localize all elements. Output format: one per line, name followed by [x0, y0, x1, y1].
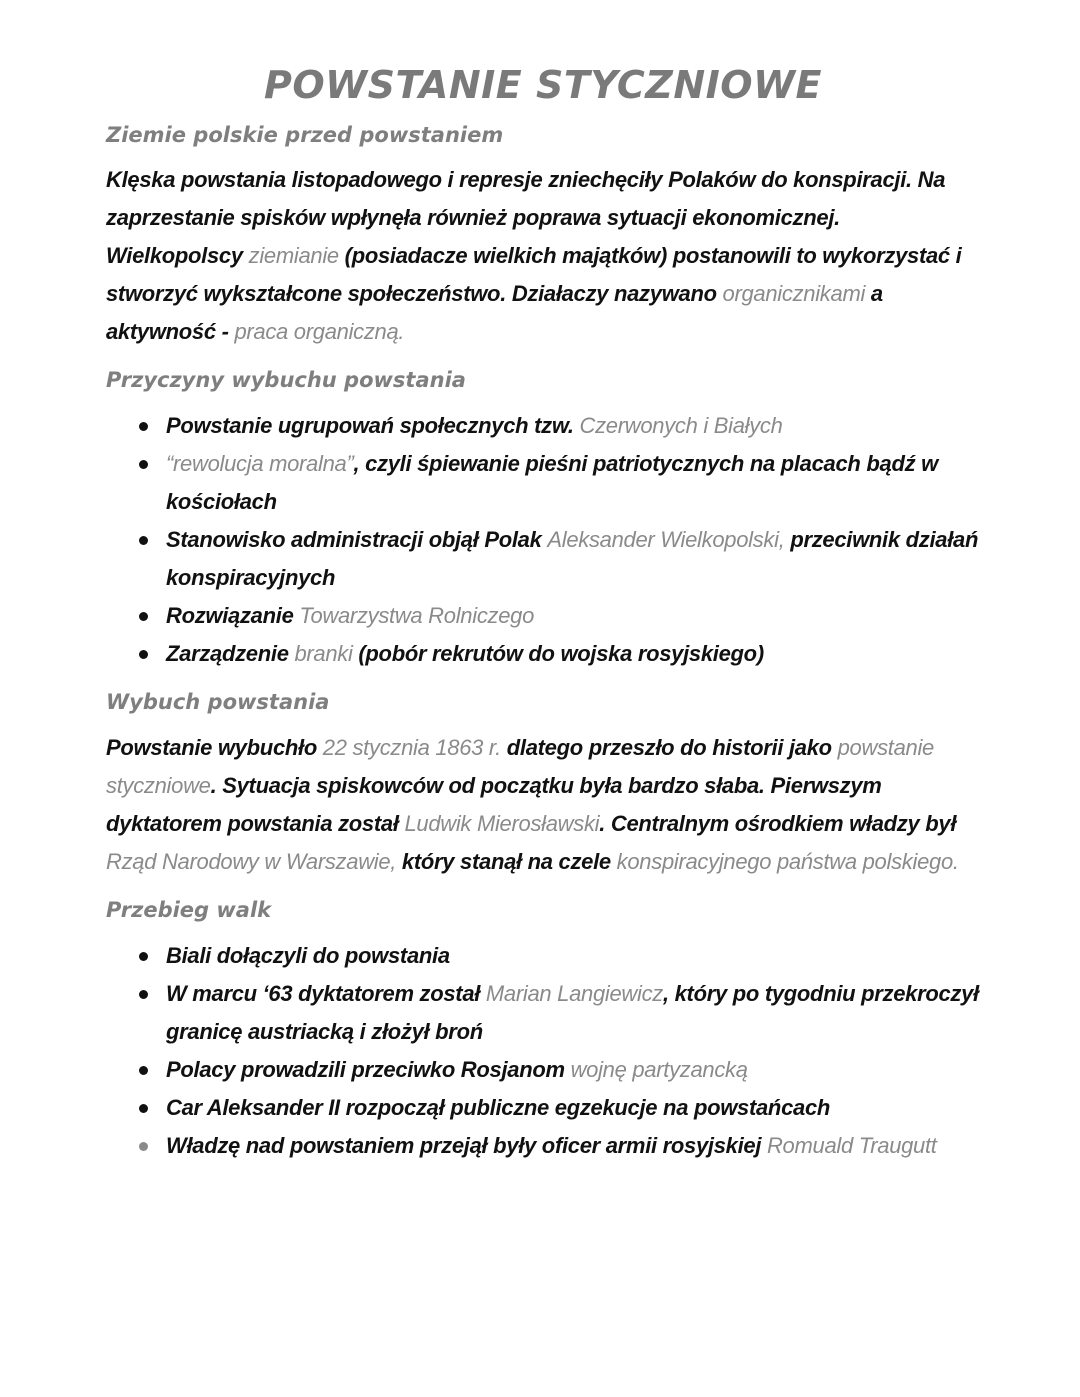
text-run: , czyli śpiewanie pieśni patriotycznych na placach bądź w kościołach [166, 451, 938, 514]
text-run: . Centralnym ośrodkiem władzy był [599, 811, 957, 836]
highlight-term: organicznikami [722, 281, 866, 306]
text-run: Rozwiązanie [166, 603, 300, 628]
bullet-icon [139, 460, 148, 469]
list-item [166, 1089, 980, 1127]
bullet-icon [139, 1066, 148, 1075]
text-run: (posiadacze wielkich majątków) postanowili to wykorzystać i stworzyć wykształcone społeczeństwo. Działaczy nazywano [106, 243, 962, 306]
list-item [166, 407, 980, 445]
text-run: Klęska powstania listopadowego i represje zniechęciły Polaków do konspiracji. Na zaprzestanie spisków wpłynęła również poprawa sytuacji ekonomicznej. Wielkopolscy [106, 167, 946, 268]
highlight-term: Romuald Traugutt [766, 1133, 937, 1158]
highlight-term: Ludwik Mierosławski [404, 811, 600, 836]
bullet-icon [139, 1104, 148, 1113]
list-item [166, 1127, 980, 1165]
list-przyczyny [106, 407, 980, 673]
highlight-term: powstanie styczniowe [106, 735, 934, 798]
paragraph-ziemie [106, 161, 980, 351]
highlight-term: ziemianie [248, 243, 339, 268]
text-run: który stanął na czele [396, 849, 617, 874]
bullet-icon [139, 1142, 148, 1151]
list-item [166, 1051, 980, 1089]
text-run: Car Aleksander II rozpoczął publiczne egzekucje na powstańcach [166, 1095, 831, 1120]
text-run: W marcu ‘63 dyktatorem został [166, 981, 486, 1006]
text-run: (pobór rekrutów do wojska rosyjskiego) [352, 641, 764, 666]
text-run: Zarządzenie [166, 641, 295, 666]
highlight-term: praca organiczną. [234, 319, 405, 344]
highlight-term: Czerwonych i Białych [579, 413, 783, 438]
text-run: przeciwnik działań konspiracyjnych [166, 527, 979, 590]
bullet-icon [139, 650, 148, 659]
highlight-term: Rząd Narodowy w Warszawie, [106, 849, 397, 874]
text-run: Stanowisko administracji objął Polak [166, 527, 548, 552]
bullet-icon [139, 990, 148, 999]
section-heading-przyczyny: Przyczyny wybuchu powstania [106, 368, 466, 392]
text-run: Polacy prowadzili przeciwko Rosjanom [166, 1057, 571, 1082]
highlight-term: konspiracyjnego państwa polskiego. [616, 849, 959, 874]
text-run: Powstanie ugrupowań społecznych tzw. [166, 413, 580, 438]
highlight-term: Towarzystwa Rolniczego [299, 603, 535, 628]
document-title: POWSTANIE STYCZNIOWE [264, 63, 822, 107]
highlight-term: “rewolucja moralna” [166, 451, 354, 476]
section-heading-przebieg: Przebieg walk [106, 898, 272, 922]
list-item [166, 937, 980, 975]
text-run: , który po tygodniu przekroczył granicę austriacką i złożył broń [166, 981, 979, 1044]
highlight-term: wojnę partyzancką [570, 1057, 748, 1082]
list-przebieg [106, 937, 980, 1165]
bullet-icon [139, 422, 148, 431]
text-run: Władzę nad powstaniem przejął były oficer armii rosyjskiej [166, 1133, 767, 1158]
section-heading-wybuch: Wybuch powstania [106, 690, 330, 714]
text-run: . Sytuacja spiskowców od początku była bardzo słaba. Pierwszym dyktatorem powstania został [106, 773, 882, 836]
bullet-icon [139, 952, 148, 961]
list-item [166, 635, 980, 673]
highlight-term: Aleksander Wielkopolski, [547, 527, 785, 552]
highlight-term: branki [294, 641, 353, 666]
text-run: Powstanie wybuchło [106, 735, 323, 760]
section-heading-ziemie: Ziemie polskie przed powstaniem [106, 123, 504, 147]
highlight-term: Marian Langiewicz [485, 981, 663, 1006]
list-item [166, 521, 980, 597]
bullet-icon [139, 536, 148, 545]
text-run: Biali dołączyli do powstania [166, 943, 450, 968]
text-run: a aktywność - [106, 281, 883, 344]
bullet-icon [139, 612, 148, 621]
highlight-term: 22 stycznia 1863 r. [322, 735, 501, 760]
paragraph-wybuch [106, 729, 980, 881]
list-item [166, 597, 980, 635]
text-run: dlatego przeszło do historii jako [500, 735, 838, 760]
list-item [166, 975, 980, 1051]
list-item [166, 445, 980, 521]
